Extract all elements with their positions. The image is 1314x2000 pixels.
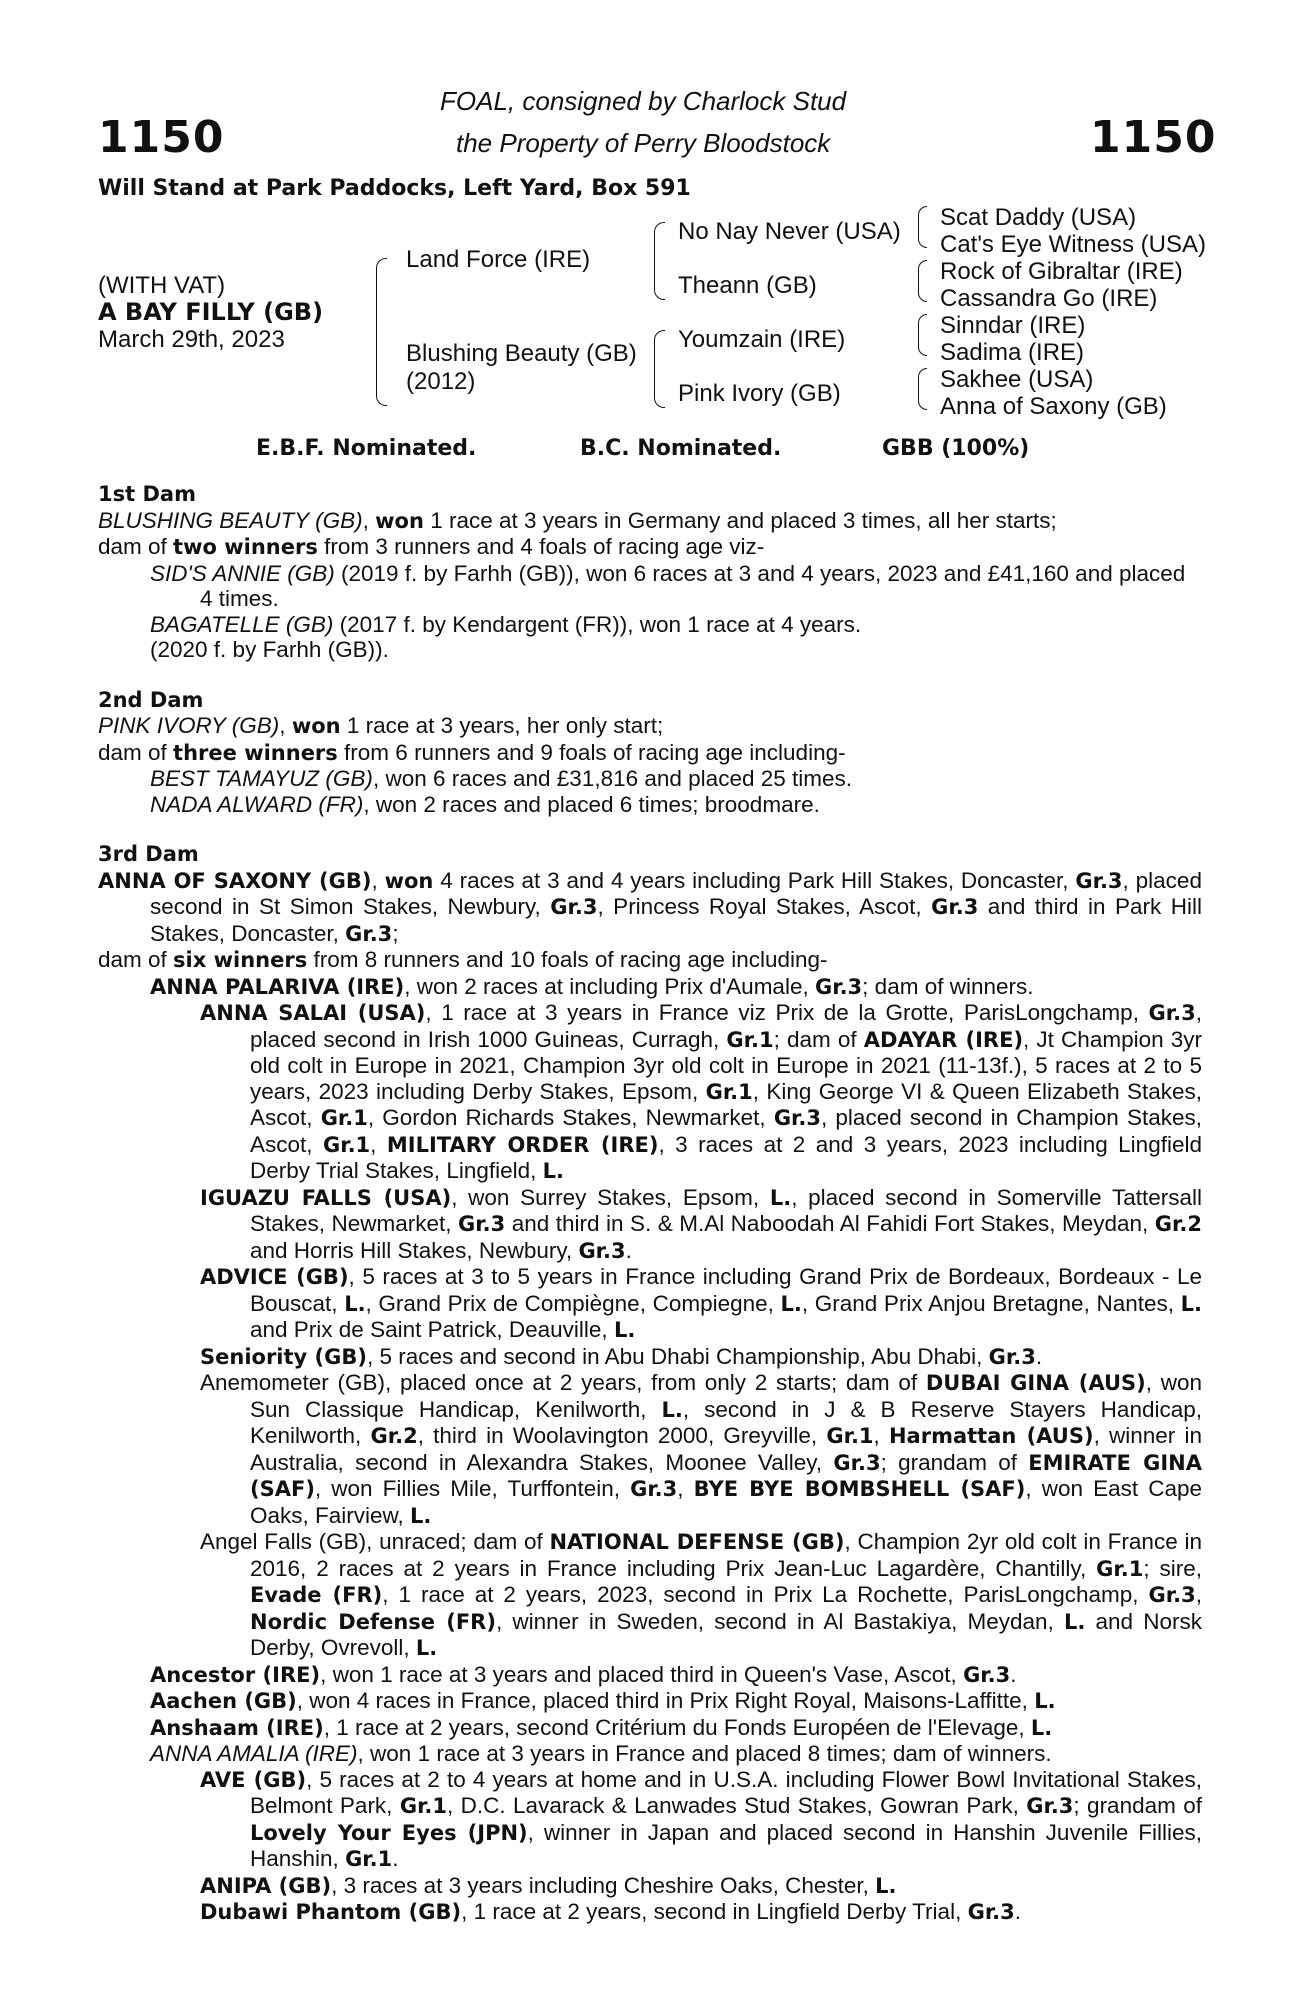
first-dam-text: BLUSHING BEAUTY (GB), won 1 race at 3 years in Germany and placed 3 times, all her starts; [98, 507, 1057, 533]
pedigree-brace-ds [918, 314, 927, 356]
produce-entry: ANNA PALARIVA (IRE), won 2 races at including Prix d'Aumale, Gr.3; dam of winners. [150, 973, 1034, 999]
produce-entry: ANNA AMALIA (IRE), won 1 race at 3 years in France and placed 8 times; dam of winners. [150, 1741, 1052, 1766]
pedigree-dss: Sinndar (IRE) [940, 312, 1086, 339]
pedigree-sss: Scat Daddy (USA) [940, 204, 1137, 231]
pedigree-dds: Sakhee (USA) [940, 366, 1094, 393]
produce-entry: IGUAZU FALLS (USA), won Surrey Stakes, Epsom, L., placed second in Somerville Tattersall Stakes, Newmarket, Gr.3 and third in S. & M.Al Naboodah Al Fahidi Fort Stakes, Meydan, Gr.2 and Horris Hill Stakes, Newbury, Gr.3. [200, 1184, 1202, 1263]
pedigree-brace-dam [654, 330, 665, 408]
pedigree-ddd: Anna of Saxony (GB) [940, 393, 1167, 420]
pedigree-brace-sire [654, 222, 665, 300]
third-dam-produce: dam of six winners from 8 runners and 10 foals of racing age including- [98, 947, 828, 972]
produce-entry: Aachen (GB), won 4 races in France, placed third in Prix Right Royal, Maisons-Laffitte, L. [150, 1688, 1056, 1713]
second-dam-text: PINK IVORY (GB), won 1 race at 3 years, her only start; [98, 713, 664, 738]
produce-entry: Angel Falls (GB), unraced; dam of NATIONAL DEFENSE (GB), Champion 2yr old colt in France in 2016, 2 races at 2 years in France including Prix Jean-Luc Lagardère, Chantilly, Gr.1; sire, Evade (FR), 1 race at 2 years, 2023, second in Prix La Rochette, ParisLongchamp, Gr.3, Nordic Defense (FR), winner in Sweden, second in Al Bastakiya, Meydan, L. and Norsk Derby, Ovrevoll, L. [200, 1529, 1202, 1660]
property-line: the Property of Perry Bloodstock [456, 128, 831, 158]
produce-entry: BAGATELLE (GB) (2017 f. by Kendargent (FR)), won 1 race at 4 years. [150, 611, 862, 637]
produce-entry: SID'S ANNIE (GB) (2019 f. by Farhh (GB)), won 6 races at 3 and 4 years, 2023 and £41,160 and placed 4 times. [150, 560, 1186, 611]
pedigree-ssd: Cat's Eye Witness (USA) [940, 231, 1206, 258]
ebf-nomination: E.B.F. Nominated. [256, 436, 477, 461]
second-dam-produce: dam of three winners from 6 runners and 9 foals of racing age including- [98, 739, 846, 765]
sire: Land Force (IRE) [406, 246, 591, 273]
produce-entry: Anemometer (GB), placed once at 2 years, from only 2 starts; dam of DUBAI GINA (AUS), won Sun Classique Handicap, Kenilworth, L., second in J & B Reserve Stayers Handicap, Kenilworth, Gr.2, third in Woolavington 2000, Greyville, Gr.1, Harmattan (AUS), winner in Australia, second in Alexandra Stakes, Moonee Valley, Gr.3; grandam of EMIRATE GINA (SAF), won Fillies Mile, Turffontein, Gr.3, BYE BYE BOMBSHELL (SAF), won East Cape Oaks, Fairview, L. [200, 1370, 1203, 1528]
horse-name: A BAY FILLY (GB) [98, 298, 324, 326]
produce-entry: Anshaam (IRE), 1 race at 2 years, second Critérium du Fonds Européen de l'Elevage, L. [150, 1714, 1053, 1740]
produce-entry: Dubawi Phantom (GB), 1 race at 2 years, second in Lingfield Derby Trial, Gr.3. [200, 1899, 1022, 1924]
pedigree-dsd: Sadima (IRE) [940, 339, 1085, 366]
produce-entry: (2020 f. by Farhh (GB)). [150, 637, 389, 662]
consignor-line: FOAL, consigned by Charlock Stud [440, 86, 847, 116]
sire-dam: Theann (GB) [678, 272, 817, 299]
dam-sire: Youmzain (IRE) [678, 326, 846, 353]
dam-dam: Pink Ivory (GB) [678, 380, 841, 407]
produce-entry: ANIPA (GB), 3 races at 3 years including Cheshire Oaks, Chester, L. [200, 1872, 897, 1898]
produce-entry: NADA ALWARD (FR), won 2 races and placed 6 times; broodmare. [150, 791, 820, 817]
catalogue-body [98, 482, 1202, 1926]
produce-entry: ANNA SALAI (USA), 1 race at 3 years in France viz Prix de la Grotte, ParisLongchamp, Gr.3, placed second in Irish 1000 Guineas, Curragh, Gr.1; dam of ADAYAR (IRE), Jt Champion 3yr old colt in Europe in 2021, Champion 3yr old colt in Europe in 2021 (11-13f.), 5 races at 2 to 5 years, 2023 including Derby Stakes, Epsom, Gr.1, King George VI & Queen Elizabeth Stakes, Ascot, Gr.1, Gordon Richards Stakes, Newmarket, Gr.3, placed second in Champion Stakes, Ascot, Gr.1, MILITARY ORDER (IRE), 3 races at 2 and 3 years, 2023 including Lingfield Derby Trial Stakes, Lingfield, L. [200, 1000, 1202, 1183]
pedigree-brace-main [376, 258, 387, 406]
pedigree-sdd: Cassandra Go (IRE) [940, 285, 1158, 312]
produce-entry: ADVICE (GB), 5 races at 3 to 5 years in France including Grand Prix de Bordeaux, Bordeaux - Le Bouscat, L., Grand Prix de Compiègne, Compiegne, L., Grand Prix Anjou Bretagne, Nantes, L. and Prix de Saint Patrick, Deauville, L. [200, 1264, 1202, 1342]
first-dam-produce: dam of two winners from 3 runners and 4 foals of racing age viz- [98, 534, 765, 559]
produce-entry: BEST TAMAYUZ (GB), won 6 races and £31,816 and placed 25 times. [150, 766, 853, 791]
pedigree-sds: Rock of Gibraltar (IRE) [940, 258, 1183, 285]
dam-year: (2012) [406, 368, 476, 395]
gbb-rating: GBB (100%) [882, 436, 1030, 461]
pedigree-brace-ss [918, 206, 927, 248]
second-dam-heading: 2nd Dam [98, 687, 204, 712]
produce-entry: Seniority (GB), 5 races and second in Abu Dhabi Championship, Abu Dhabi, Gr.3. [200, 1343, 1043, 1369]
vat-note: (WITH VAT) [98, 272, 226, 299]
sire-sire: No Nay Never (USA) [678, 218, 901, 245]
produce-entry: AVE (GB), 5 races at 2 to 4 years at home and in U.S.A. including Flower Bowl Invitational Stakes, Belmont Park, Gr.1, D.C. Lavarack & Lanwades Stud Stakes, Gowran Park, Gr.3; grandam of Lovely Your Eyes (JPN), winner in Japan and placed second in Hanshin Juvenile Fillies, Hanshin, Gr.1. [200, 1766, 1203, 1871]
bc-nomination: B.C. Nominated. [580, 436, 782, 461]
pedigree-brace-dd [918, 368, 927, 410]
first-dam-heading: 1st Dam [98, 482, 196, 506]
lot-number-right: 1150 [1090, 112, 1217, 163]
stand-location: Will Stand at Park Paddocks, Left Yard, Box 591 [98, 176, 691, 201]
pedigree-brace-sd [918, 260, 927, 302]
third-dam-heading: 3rd Dam [98, 842, 199, 866]
dam: Blushing Beauty (GB) [406, 340, 637, 367]
third-dam-text: ANNA OF SAXONY (GB), won 4 races at 3 and 4 years including Park Hill Stakes, Doncaster, Gr.3, placed second in St Simon Stakes, Newbury, Gr.3, Princess Royal Stakes, Ascot, Gr.3 and third in Park Hill Stakes, Doncaster, Gr.3; [98, 867, 1202, 946]
lot-number-left: 1150 [98, 112, 225, 163]
horse-dob: March 29th, 2023 [98, 326, 285, 353]
produce-entry: Ancestor (IRE), won 1 race at 3 years and placed third in Queen's Vase, Ascot, Gr.3. [150, 1661, 1017, 1687]
